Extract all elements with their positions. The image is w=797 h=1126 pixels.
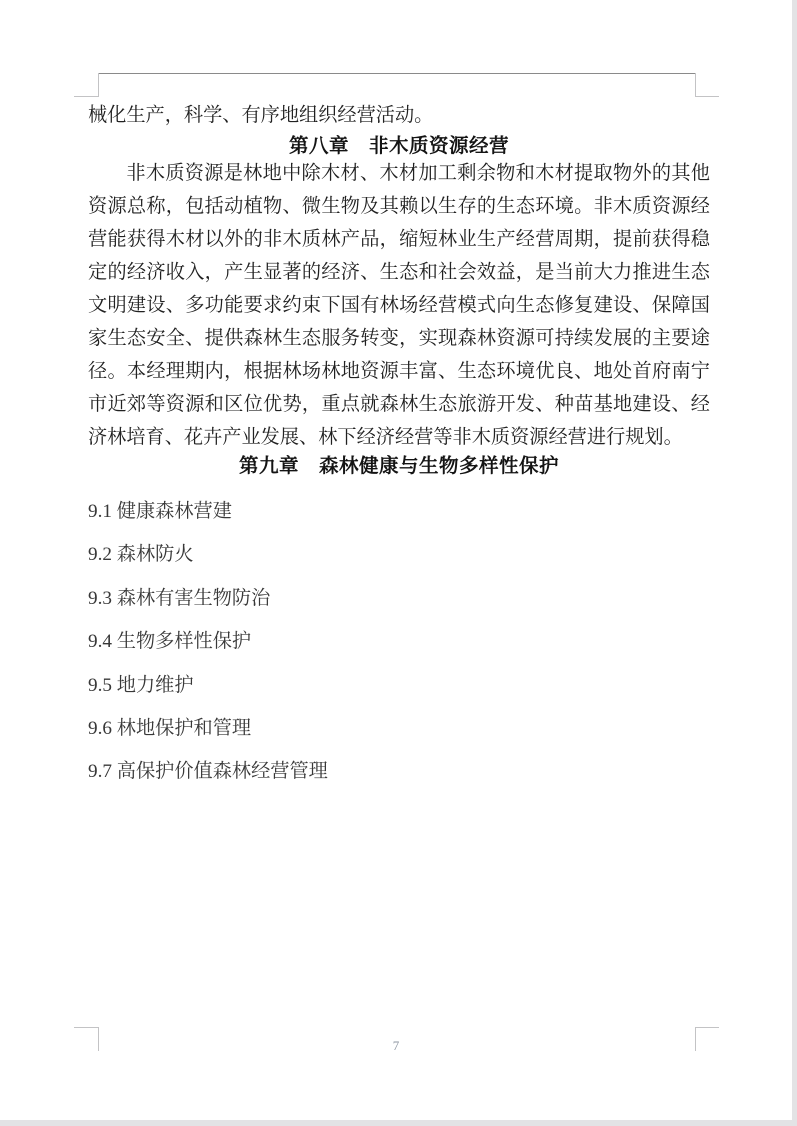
chapter-9-heading: 第九章 森林健康与生物多样性保护 bbox=[238, 456, 559, 477]
paragraph-line: 市近郊等资源和区位优势，重点就森林生态旅游开发、种苗基地建设、经 bbox=[88, 394, 710, 415]
paragraph-line: 非木质资源是林地中除木材、木材加工剩余物和木材提取物外的其他 bbox=[126, 163, 710, 184]
chapter-8-heading: 第八章 非木质资源经营 bbox=[288, 136, 509, 157]
paragraph-line: 定的经济收入，产生显著的经济、生态和社会效益，是当前大力推进生态 bbox=[88, 262, 710, 283]
section-list-item: 9.4 生物多样性保护 bbox=[88, 631, 252, 653]
section-list-item: 9.5 地力维护 bbox=[88, 674, 194, 696]
body-continuation-line: 械化生产，科学、有序地组织经营活动。 bbox=[88, 105, 434, 126]
paragraph-line: 径。本经理期内，根据林场林地资源丰富、生态环境优良、地处首府南宁 bbox=[88, 361, 710, 382]
paragraph-line: 济林培育、花卉产业发展、林下经济经营等非木质资源经营进行规划。 bbox=[88, 427, 683, 448]
section-list-item: 9.7 高保护价值森林经营管理 bbox=[88, 761, 328, 783]
header-boundary-line bbox=[98, 73, 695, 74]
paragraph-line: 文明建设、多功能要求约束下国有林场经营模式向生态修复建设、保障国 bbox=[88, 295, 710, 316]
page-number: 7 bbox=[392, 1038, 400, 1053]
section-list-item: 9.1 健康森林营建 bbox=[88, 501, 232, 522]
chapter-8-paragraph bbox=[88, 157, 710, 454]
section-list-item: 9.3 森林有害生物防治 bbox=[88, 587, 271, 609]
section-list-item: 9.2 森林防火 bbox=[88, 544, 194, 566]
chapter-9-section-list bbox=[88, 490, 710, 794]
paragraph-line: 资源总称，包括动植物、微生物及其赖以生存的生态环境。非木质资源经 bbox=[88, 196, 710, 217]
section-list-item: 9.6 林地保护和管理 bbox=[88, 718, 252, 740]
paragraph-line: 家生态安全、提供森林生态服务转变，实现森林资源可持续发展的主要途 bbox=[88, 328, 710, 349]
paragraph-line: 营能获得木材以外的非木质林产品，缩短林业生产经营周期，提前获得稳 bbox=[88, 229, 710, 250]
